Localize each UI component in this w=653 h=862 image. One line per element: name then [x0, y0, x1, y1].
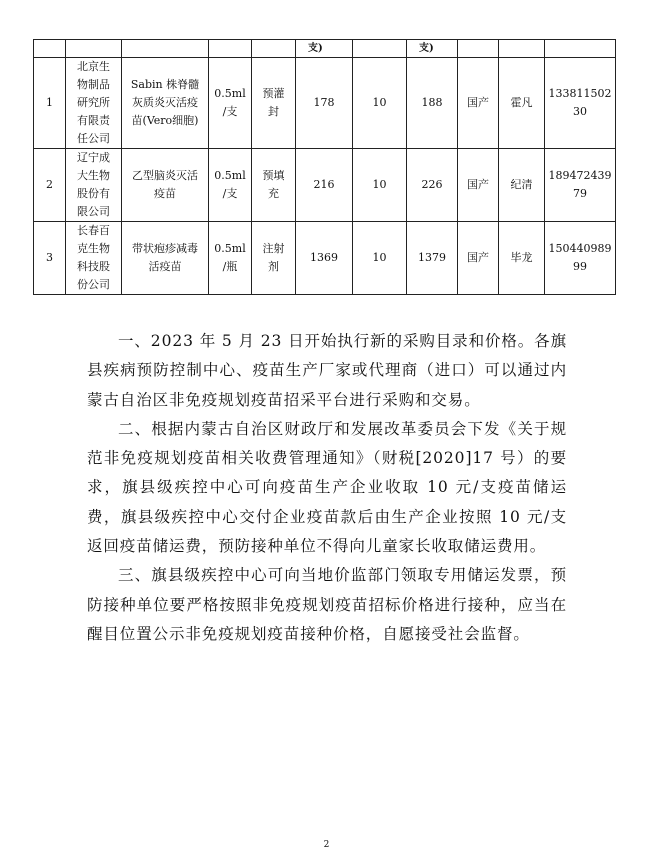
form-cell: 预填 充 — [252, 149, 296, 222]
contact-cell: 霍凡 — [499, 58, 545, 149]
notice-body — [87, 327, 567, 649]
header-cell — [545, 40, 616, 58]
header-cell-price-b: 支) — [407, 40, 458, 58]
row-number: 2 — [34, 149, 66, 222]
vaccine-price-table — [33, 39, 616, 295]
fee-cell: 10 — [353, 58, 407, 149]
spec-cell: 0.5ml /瓶 — [209, 222, 252, 295]
phone-cell: 189472439 79 — [545, 149, 616, 222]
header-cell — [122, 40, 209, 58]
form-cell: 注射 剂 — [252, 222, 296, 295]
origin-cell: 国产 — [458, 58, 499, 149]
vaccine-cell: 带状疱疹减毒 活疫苗 — [122, 222, 209, 295]
price-a-cell: 216 — [296, 149, 353, 222]
header-cell — [252, 40, 296, 58]
company-cell: 长春百 克生物 科技股 份公司 — [66, 222, 122, 295]
company-cell: 北京生 物制品 研究所 有限责 任公司 — [66, 58, 122, 149]
table-row — [34, 58, 616, 149]
spec-cell: 0.5ml /支 — [209, 149, 252, 222]
spec-cell: 0.5ml /支 — [209, 58, 252, 149]
header-cell — [209, 40, 252, 58]
header-cell — [353, 40, 407, 58]
contact-cell: 纪清 — [499, 149, 545, 222]
vaccine-cell: 乙型脑炎灭活 疫苗 — [122, 149, 209, 222]
fee-cell: 10 — [353, 222, 407, 295]
price-b-cell: 226 — [407, 149, 458, 222]
header-cell — [34, 40, 66, 58]
origin-cell: 国产 — [458, 149, 499, 222]
paragraph-2: 二、根据内蒙古自治区财政厅和发展改革委员会下发《关于规范非免疫规划疫苗相关收费管理通知》（财税[2020]17 号）的要求，旗县级疾控中心可向疫苗生产企业收取 10 元/支疫苗储运费，旗县级疾控中心交付企业疫苗款后由生产企业按照 10 元/支返回疫苗储运费，预防接种单位不得向儿童家长收取储运费用。 — [87, 419, 567, 556]
price-b-cell: 188 — [407, 58, 458, 149]
phone-cell: 150440989 99 — [545, 222, 616, 295]
header-cell-price-a: 支) — [296, 40, 353, 58]
company-cell: 辽宁成 大生物 股份有 限公司 — [66, 149, 122, 222]
origin-cell: 国产 — [458, 222, 499, 295]
header-cell — [499, 40, 545, 58]
form-cell: 预灌 封 — [252, 58, 296, 149]
header-cell — [458, 40, 499, 58]
price-b-cell: 1379 — [407, 222, 458, 295]
table-header-row — [34, 40, 616, 58]
vaccine-cell: Sabin 株脊髓 灰质炎灭活疫 苗(Vero细胞) — [122, 58, 209, 149]
price-a-cell: 1369 — [296, 222, 353, 295]
price-a-cell: 178 — [296, 58, 353, 149]
paragraph-3: 三、旗县级疾控中心可向当地价监部门领取专用储运发票，预防接种单位要严格按照非免疫规划疫苗招标价格进行接种，应当在醒目位置公示非免疫规划疫苗接种价格，自愿接受社会监督。 — [87, 566, 567, 643]
contact-cell: 毕龙 — [499, 222, 545, 295]
header-cell — [66, 40, 122, 58]
table-row — [34, 149, 616, 222]
row-number: 1 — [34, 58, 66, 149]
table-row — [34, 222, 616, 295]
paragraph-1: 一、2023 年 5 月 23 日开始执行新的采购目录和价格。各旗县疾病预防控制中心、疫苗生产厂家或代理商（进口）可以通过内蒙古自治区非免疫规划疫苗招采平台进行采购和交易。 — [87, 332, 567, 409]
fee-cell: 10 — [353, 149, 407, 222]
phone-cell: 133811502 30 — [545, 58, 616, 149]
page-number: 2 — [323, 840, 330, 850]
row-number: 3 — [34, 222, 66, 295]
